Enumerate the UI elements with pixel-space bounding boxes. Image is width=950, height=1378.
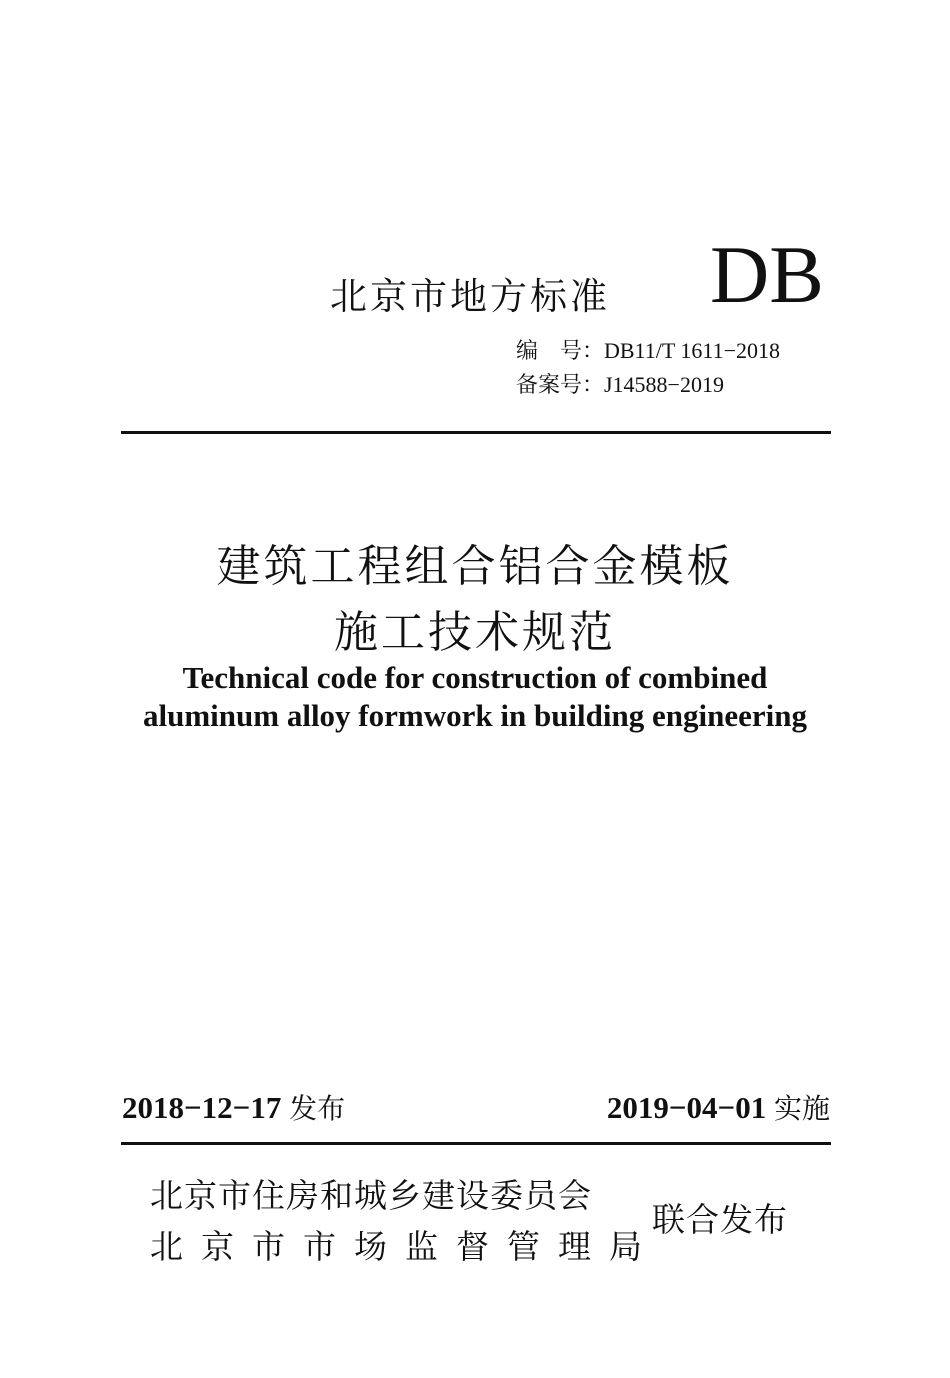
title-english-line-2: aluminum alloy formwork in building engineering (142, 698, 807, 733)
title-english-line-1: Technical code for construction of combined (182, 660, 768, 695)
issue-date (122, 1087, 345, 1127)
record-number: 备案号：J14588−2019 (516, 372, 724, 397)
issuer-market-regulation: 北京市市场监督管理局 (150, 1227, 660, 1266)
implementation-date (607, 1087, 830, 1127)
bottom-divider (121, 1142, 831, 1145)
issue-date-value: 2018−12−17 (122, 1090, 282, 1125)
standard-number: 编 号：DB11/T 1611−2018 (516, 338, 780, 363)
title-chinese-line-2: 施工技术规范 (334, 607, 616, 658)
standard-type-label: 北京市地方标准 (330, 275, 610, 318)
issue-date-label: 发布 (289, 1092, 346, 1125)
issuer-housing-commission: 北京市住房和城乡建设委员会 (150, 1176, 592, 1215)
joint-release-label: 联合发布 (652, 1200, 788, 1239)
title-chinese-line-1: 建筑工程组合铝合金模板 (216, 541, 734, 592)
db-standard-mark: DB (710, 229, 824, 320)
implementation-date-value: 2019−04−01 (606, 1090, 767, 1125)
top-divider (121, 431, 831, 434)
implementation-date-label: 实施 (773, 1092, 830, 1125)
